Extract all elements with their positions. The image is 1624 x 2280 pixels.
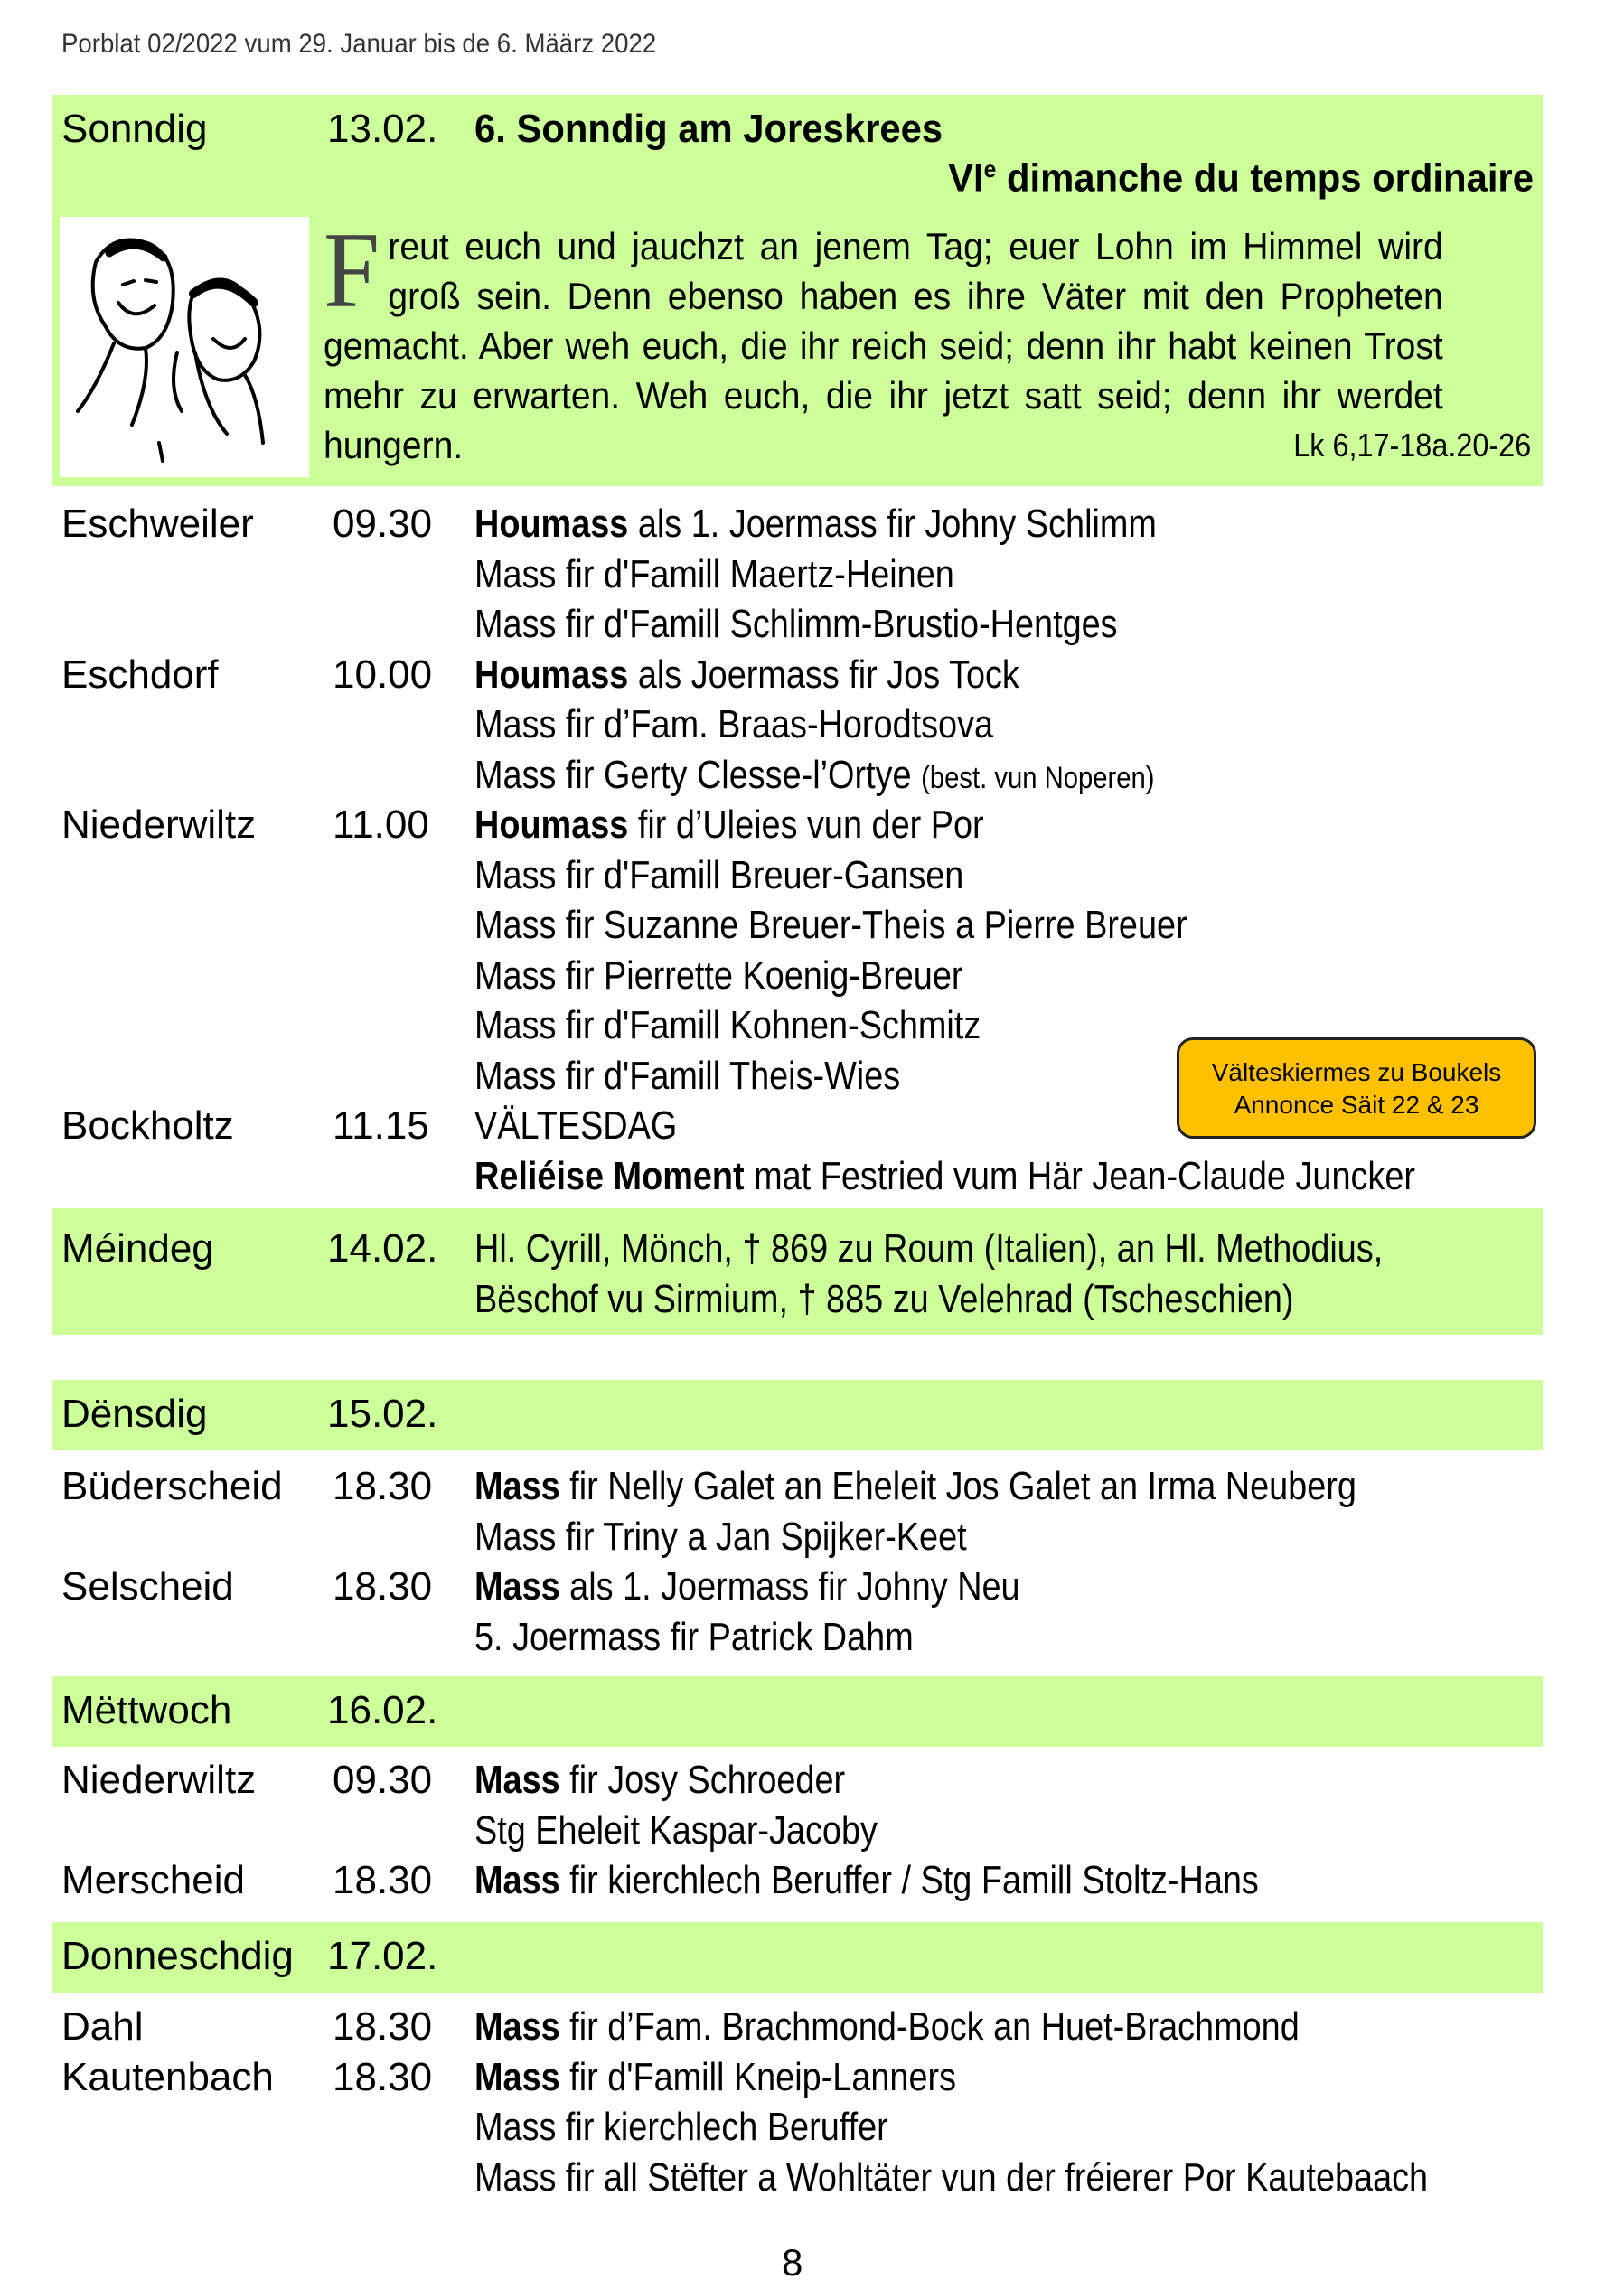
date-monday: 14.02. [327, 1226, 438, 1271]
subtitle-text: dimanche du temps ordinaire [996, 155, 1534, 201]
mass-line [474, 702, 993, 747]
gospel-quote [324, 210, 1443, 470]
monday-line2: Bëschof vu Sirmium, † 885 zu Velehrad (Tscheschien) [474, 1277, 1294, 1321]
mass-line [474, 2155, 1428, 2200]
mass-intention: Mass fir d'Famill Kohnen-Schmitz [474, 1003, 981, 1047]
mass-line [474, 2055, 956, 2100]
place-name: Niederwiltz [61, 802, 257, 847]
sunday-subtitle [948, 155, 1534, 202]
subtitle-sup: e [983, 155, 997, 183]
mass-line [474, 903, 1187, 948]
mass-type: Mass [474, 1758, 560, 1802]
mass-type: Mass [474, 2004, 560, 2049]
mass-intention: fir Nelly Galet an Eheleit Jos Galet an Irma Neuberg [559, 1464, 1356, 1508]
laughing-people-icon [60, 217, 309, 477]
mass-type: Houmass [474, 652, 629, 697]
mass-intention: als Joermass fir Jos Tock [628, 652, 1019, 697]
mass-intention: Mass fir d'Famill Maertz-Heinen [474, 551, 954, 596]
place-name: Eschdorf [61, 652, 219, 697]
date-sunday: 13.02. [327, 107, 438, 151]
tuesday-band [52, 1380, 1543, 1450]
place-name: Kautenbach [61, 2054, 274, 2099]
mass-time: 10.00 [333, 652, 433, 697]
page-number: 8 [782, 2241, 803, 2280]
sunday-title: 6. Sonndig am Joreskrees [474, 107, 943, 151]
mass-intention: 5. Joermass fir Patrick Dahm [474, 1614, 914, 1659]
mass-type: Mass [474, 1858, 560, 1902]
mass-time: 09.30 [333, 502, 433, 546]
mass-intention: Mass fir Triny a Jan Spijker-Keet [474, 1514, 967, 1559]
mass-line [474, 1103, 677, 1149]
mass-line [474, 1515, 967, 1560]
date-tuesday: 15.02. [327, 1392, 438, 1436]
mass-line [474, 502, 1157, 547]
mass-line [474, 1003, 981, 1048]
mass-time: 18.30 [333, 1858, 433, 1902]
mass-intention: fir Josy Schroeder [559, 1758, 846, 1802]
mass-type: Reliéise Moment [474, 1153, 745, 1198]
mass-line [474, 1564, 1020, 1609]
day-label-tuesday: Dënsdig [61, 1392, 208, 1436]
mass-line [474, 652, 1019, 698]
callout-line1: Välteskiermes zu Boukels [1211, 1058, 1502, 1086]
place-name: Büderscheid [61, 1464, 283, 1508]
mass-intention: Mass fir d'Famill Theis-Wies [474, 1053, 901, 1098]
mass-intention: fir d’Uleies vun der Por [628, 802, 984, 847]
mass-line [474, 753, 1155, 798]
mass-line [474, 802, 984, 848]
mass-intention: als 1. Joermass fir Johny Schlimm [628, 502, 1157, 546]
mass-type: Houmass [474, 502, 629, 546]
mass-intention: Mass fir Pierrette Koenig-Breuer [474, 952, 963, 998]
mass-intention: fir d'Famill Kneip-Lanners [559, 2054, 957, 2099]
place-name: Eschweiler [61, 502, 254, 546]
mass-time: 18.30 [333, 2054, 433, 2099]
drop-cap: F [324, 210, 380, 330]
mass-line [474, 1758, 845, 1803]
mass-line [474, 853, 963, 898]
mass-line [474, 1464, 1356, 1509]
mass-intention: fir d’Fam. Brachmond-Bock an Huet-Brachmond [559, 2004, 1300, 2049]
date-thursday: 17.02. [327, 1934, 438, 1978]
day-label-monday: Méindeg [61, 1226, 214, 1271]
date-wednesday: 16.02. [327, 1688, 438, 1732]
mass-intention: Mass fir Suzanne Breuer-Theis a Pierre Breuer [474, 903, 1187, 947]
mass-time: 18.30 [333, 2004, 433, 2049]
mass-line [474, 552, 954, 597]
mass-line [474, 1858, 1259, 1903]
mass-line [474, 1054, 900, 1099]
mass-intention: Stg Eheleit Kaspar-Jacoby [474, 1807, 878, 1853]
mass-time: 18.30 [333, 1564, 433, 1609]
announcement-callout [1177, 1037, 1536, 1139]
quote-text: reut euch und jauchzt an jenem Tag; euer Lohn im Himmel wird groß sein. Denn ebenso haben es ihre Väter mit den Propheten gemacht. Aber weh euch, die ihr reich seid; denn ihr habt keinen Trost mehr zu erwarten. Weh euch, die ihr jetzt satt seid; denn ihr werdet hungern. [324, 225, 1443, 466]
day-label-thursday: Donneschdig [61, 1934, 294, 1978]
place-name: Niederwiltz [61, 1758, 257, 1802]
monday-line1: Hl. Cyrill, Mönch, † 869 zu Roum (Italien), an Hl. Methodius, [474, 1226, 1384, 1271]
mass-type: Houmass [474, 802, 629, 847]
mass-line [474, 2105, 888, 2150]
mass-intention: Mass fir d'Famill Schlimm-Brustio-Hentges [474, 602, 1118, 646]
mass-time: 11.00 [333, 802, 429, 847]
place-name: Dahl [61, 2004, 144, 2049]
mass-intention: mat Festried vum Här Jean-Claude Juncker [744, 1153, 1415, 1198]
mass-intention: Mass fir d’Fam. Braas-Horodtsova [474, 702, 994, 746]
mass-line [474, 602, 1118, 647]
mass-time: 18.30 [333, 1464, 433, 1508]
mass-intention: Mass fir Gerty Clesse-l’Ortye [474, 752, 922, 797]
page-header: Porblat 02/2022 vum 29. Januar bis de 6. Määrz 2022 [61, 29, 657, 59]
mass-line [474, 1808, 878, 1853]
mass-intention: fir kierchlech Beruffer / Stg Famill Stoltz-Hans [559, 1858, 1259, 1902]
day-label-wednesday: Mëttwoch [61, 1688, 232, 1732]
mass-time: 11.15 [333, 1103, 429, 1148]
mass-intention: Mass fir all Stëfter a Wohltäter vun der fréierer Por Kautebaach [474, 2154, 1429, 2200]
mass-line [474, 2004, 1300, 2050]
mass-intention: VÄLTESDAG [474, 1103, 678, 1148]
subtitle-roman: VI [948, 155, 984, 201]
mass-line [474, 1154, 1415, 1199]
place-name: Merscheid [61, 1858, 245, 1902]
mass-line [474, 953, 962, 999]
mass-time: 09.30 [333, 1758, 433, 1802]
quote-reference: Lk 6,17-18a.20-26 [1293, 427, 1531, 464]
callout-line2: Annonce Säit 22 & 23 [1234, 1091, 1479, 1119]
mass-type: Mass [474, 1564, 560, 1609]
mass-note: (best. vun Noperen) [921, 760, 1155, 795]
place-name: Selscheid [61, 1564, 234, 1609]
day-label-sunday: Sonndig [61, 107, 208, 151]
illustration [60, 217, 309, 477]
mass-intention: Mass fir kierchlech Beruffer [474, 2105, 888, 2149]
mass-intention: Mass fir d'Famill Breuer-Gansen [474, 852, 964, 897]
mass-type: Mass [474, 2054, 560, 2099]
place-name: Bockholtz [61, 1103, 234, 1148]
wednesday-band [52, 1676, 1543, 1747]
mass-intention: als 1. Joermass fir Johny Neu [559, 1564, 1020, 1609]
mass-type: Mass [474, 1464, 560, 1508]
mass-line [474, 1615, 914, 1660]
